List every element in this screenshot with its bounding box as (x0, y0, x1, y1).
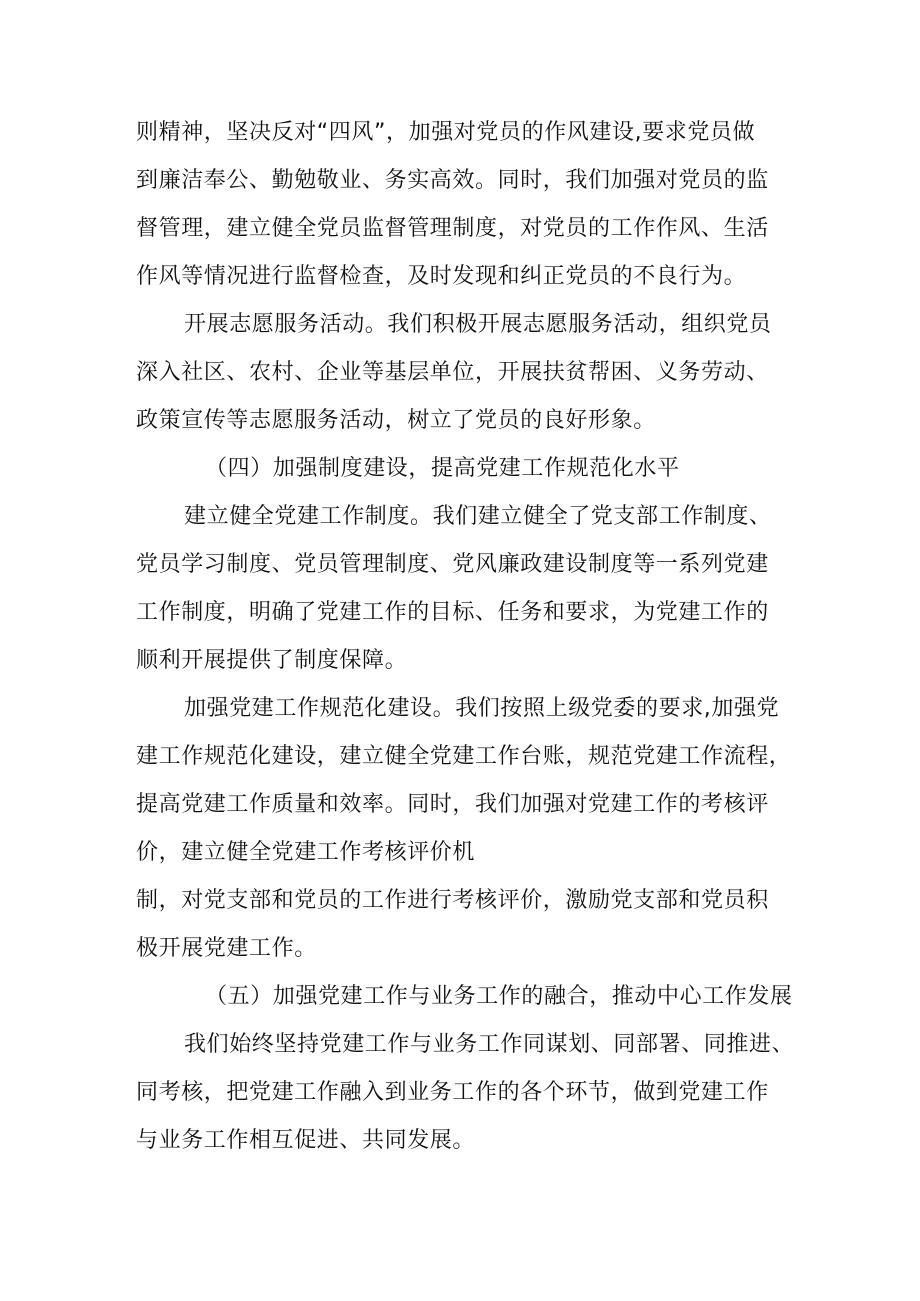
text-line: 我们始终坚持党建工作与业务工作同谋划、同部署、同推进、 (184, 1032, 795, 1057)
text-line: 价，建立健全党建工作考核评价机 (136, 840, 476, 865)
text-line: 工作制度，明确了党建工作的目标、任务和要求，为党建工作的 (136, 600, 769, 625)
text-line: 党员学习制度、党员管理制度、党风廉政建设制度等一系列党建 (136, 552, 769, 577)
text-line: 制，对党支部和党员的工作进行考核评价，激励党支部和党员积 (136, 888, 769, 913)
text-line: 提高党建工作质量和效率。同时，我们加强对党建工作的考核评 (136, 792, 769, 817)
text-line: 极开展党建工作。 (136, 936, 317, 961)
text-line: 开展志愿服务活动。我们积极开展志愿服务活动，组织党员 (184, 312, 772, 337)
text-line: 政策宣传等志愿服务活动，树立了党员的良好形象。 (136, 408, 656, 433)
text-line: 建工作规范化建设，建立健全党建工作台账，规范党建工作流程， (136, 744, 792, 769)
text-line: 则精神，坚决反对“四风”，加强对党员的作风建设,要求党员做 (136, 120, 756, 145)
heading-text: （四）加强制度建设，提高党建工作规范化水平 (205, 456, 680, 481)
text-line: 与业务工作相互促进、共同发展。 (136, 1128, 476, 1153)
heading-text: （五）加强党建工作与业务工作的融合，推动中心工作发展 (205, 984, 793, 1009)
text-line: 到廉洁奉公、勤勉敬业、务实高效。同时，我们加强对党员的监 (136, 168, 769, 193)
text-line: 顺利开展提供了制度保障。 (136, 648, 408, 673)
text-line: 同考核，把党建工作融入到业务工作的各个环节，做到党建工作 (136, 1080, 769, 1105)
text-line: 深入社区、农村、企业等基层单位，开展扶贫帮困、义务劳动、 (136, 360, 769, 385)
text-line: 加强党建工作规范化建设。我们按照上级党委的要求,加强党 (184, 696, 780, 721)
text-line: 作风等情况进行监督检查，及时发现和纠正党员的不良行为。 (136, 264, 747, 289)
text-line: 督管理，建立健全党员监督管理制度，对党员的工作作风、生活 (136, 216, 769, 241)
text-line: 建立健全党建工作制度。我们建立健全了党支部工作制度、 (184, 504, 772, 529)
